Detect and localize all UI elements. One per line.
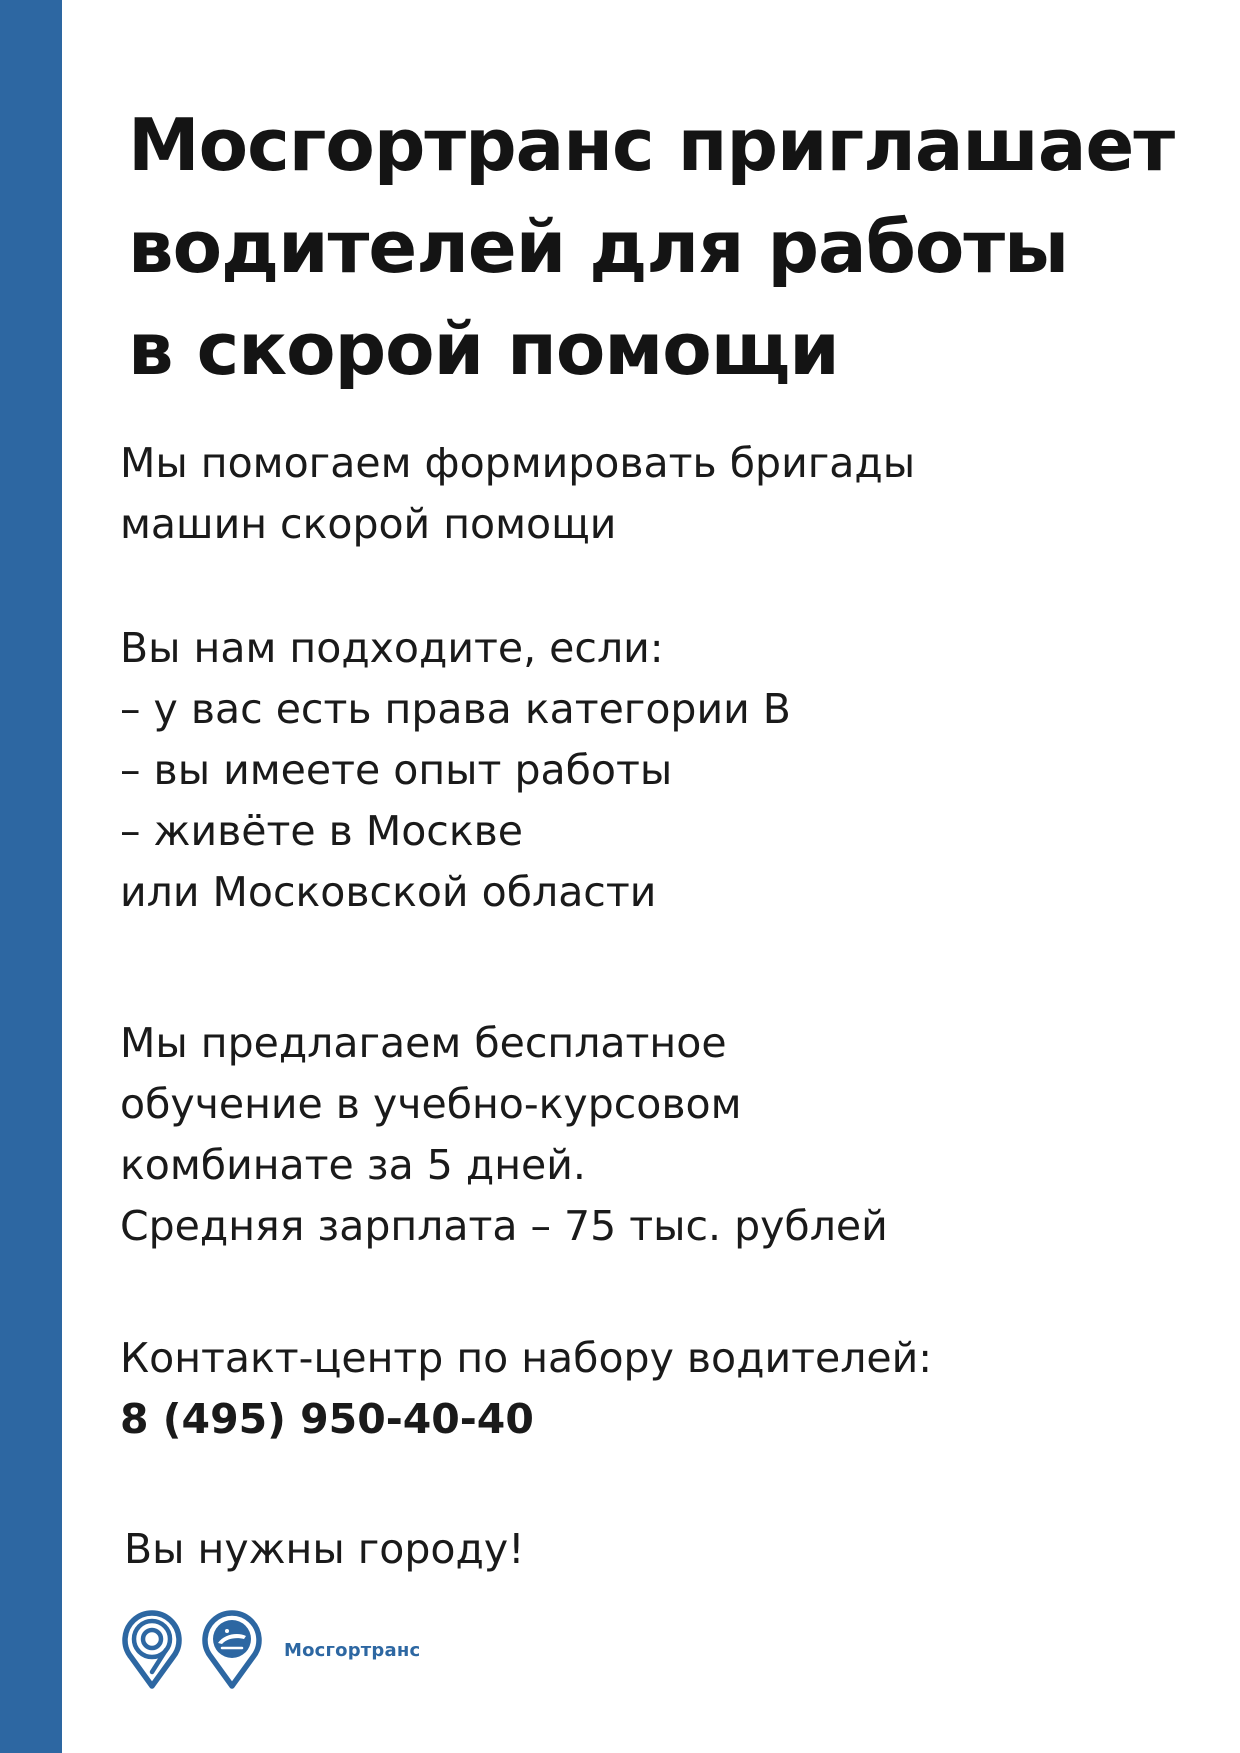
headline-line: водителей для работы	[128, 205, 1069, 289]
mosgortrans-logo-icon	[200, 1610, 264, 1690]
requirement-item: – у вас есть права категории В	[120, 685, 791, 733]
requirements-heading: Вы нам подходите, если:	[120, 624, 664, 672]
slogan	[124, 1519, 1204, 1580]
offer-line: Мы предлагаем бесплатное	[120, 1019, 727, 1067]
intro-line: Мы помогаем формировать бригады	[120, 439, 916, 487]
intro-line: машин скорой помощи	[120, 500, 617, 548]
moscow-city-logo-icon	[120, 1610, 184, 1690]
offer-line: комбинате за 5 дней.	[120, 1141, 586, 1189]
requirement-item: – вы имеете опыт работы	[120, 746, 673, 794]
requirement-item: – живёте в Москве	[120, 807, 523, 855]
salary-line: Средняя зарплата – 75 тыс. рублей	[120, 1202, 888, 1250]
contact-block	[120, 1328, 1200, 1450]
offer-line: обучение в учебно-курсовом	[120, 1080, 742, 1128]
footer-logos	[120, 1610, 420, 1690]
headline	[128, 94, 1208, 400]
offer-paragraph	[120, 1013, 1200, 1257]
slogan-text: Вы нужны городу!	[124, 1525, 525, 1573]
brand-name: Мосгортранс	[284, 1639, 421, 1661]
intro-paragraph	[120, 433, 1200, 555]
headline-line: в скорой помощи	[128, 307, 839, 391]
requirement-item-continuation: или Московской области	[120, 868, 657, 916]
requirements-list	[120, 618, 1200, 923]
contact-label: Контакт-центр по набору водителей:	[120, 1334, 933, 1382]
side-accent-stripe	[0, 0, 62, 1753]
contact-phone[interactable]: 8 (495) 950-40-40	[120, 1395, 534, 1443]
headline-line: Мосгортранс приглашает	[128, 103, 1175, 187]
